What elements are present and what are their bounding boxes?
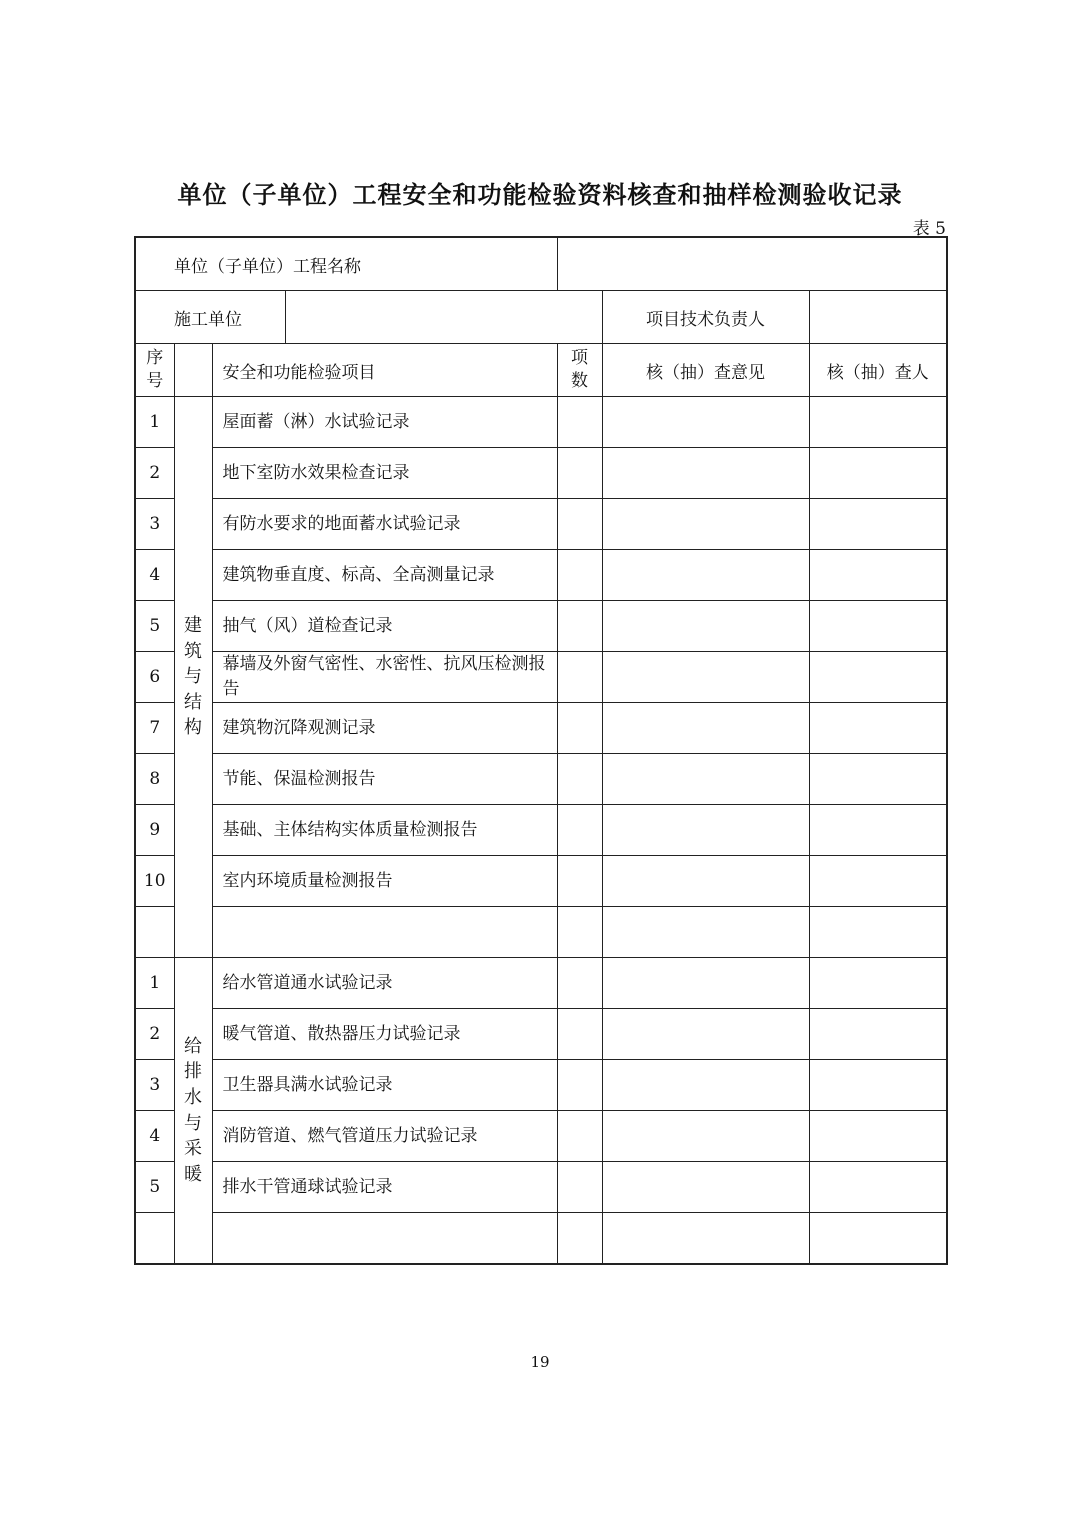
opinion-cell[interactable] [602,1111,809,1162]
opinion-cell[interactable] [602,1009,809,1060]
item-count-cell[interactable] [557,1111,602,1162]
opinion-cell[interactable] [602,499,809,550]
construction-unit-label [135,291,285,344]
inspector-cell[interactable] [809,499,947,550]
count-header [557,344,602,397]
table-row [135,397,947,448]
inspection-item: 建筑物垂直度、标高、全高测量记录 [212,550,557,601]
group-label-text: 建筑与结构 [183,615,202,739]
opinion-header-text: 核（抽）查意见 [646,362,765,383]
row-number: 1 [135,397,174,448]
item-header [212,344,557,397]
inspection-item: 幕墙及外窗气密性、水密性、抗风压检测报告 [212,652,557,703]
item-count-cell[interactable] [557,1162,602,1213]
table-row [135,550,947,601]
inspector-cell[interactable] [809,1213,947,1265]
item-count-cell[interactable] [557,1213,602,1265]
row-number: 5 [135,601,174,652]
inspection-record-table [134,236,948,1265]
construction-unit-label-text: 施工单位 [174,309,242,330]
item-count-cell[interactable] [557,703,602,754]
inspector-cell[interactable] [809,958,947,1009]
row-number: 8 [135,754,174,805]
item-count-cell[interactable] [557,958,602,1009]
opinion-cell[interactable] [602,652,809,703]
row-number: 5 [135,1162,174,1213]
document-title: 单位（子单位）工程安全和功能检验资料核查和抽样检测验收记录 [177,181,903,209]
opinion-cell[interactable] [602,397,809,448]
opinion-cell[interactable] [602,703,809,754]
person-header-text: 核（抽）查人 [826,362,929,383]
item-count-cell[interactable] [557,601,602,652]
inspector-cell[interactable] [809,1162,947,1213]
row-number: 2 [135,1009,174,1060]
seq-header-text: 序号 [146,348,164,391]
page-number: 19 [530,1353,550,1371]
inspector-cell[interactable] [809,550,947,601]
project-name-row [135,237,947,291]
row-number: 9 [135,805,174,856]
item-count-cell[interactable] [557,1009,602,1060]
opinion-cell[interactable] [602,856,809,907]
table-row [135,805,947,856]
inspector-cell[interactable] [809,601,947,652]
construction-unit-row [135,291,947,344]
inspector-cell[interactable] [809,1060,947,1111]
item-count-cell[interactable] [557,754,602,805]
table-row [135,1060,947,1111]
count-header-text: 项数 [571,348,588,391]
tech-lead-label-text: 项目技术负责人 [646,309,765,330]
table-row [135,1162,947,1213]
group-rows [135,397,947,1265]
item-count-cell[interactable] [557,448,602,499]
item-count-cell[interactable] [557,397,602,448]
opinion-cell[interactable] [602,958,809,1009]
inspector-cell[interactable] [809,856,947,907]
row-number [135,907,174,958]
opinion-cell[interactable] [602,1060,809,1111]
table-row [135,1213,947,1265]
opinion-cell[interactable] [602,1213,809,1265]
inspection-item: 地下室防水效果检查记录 [212,448,557,499]
row-number: 4 [135,550,174,601]
item-header-text: 安全和功能检验项目 [222,362,376,383]
inspection-item [212,907,557,958]
item-count-cell[interactable] [557,856,602,907]
tech-lead-value[interactable] [809,291,947,344]
row-number: 4 [135,1111,174,1162]
opinion-header [602,344,809,397]
inspection-item: 排水干管通球试验记录 [212,1162,557,1213]
table-row [135,1111,947,1162]
table-row [135,601,947,652]
inspection-item: 基础、主体结构实体质量检测报告 [212,805,557,856]
table-row [135,1009,947,1060]
inspection-item: 屋面蓄（淋）水试验记录 [212,397,557,448]
row-number: 10 [135,856,174,907]
table-row [135,448,947,499]
inspection-item: 卫生器具满水试验记录 [212,1060,557,1111]
item-count-cell[interactable] [557,907,602,958]
opinion-cell[interactable] [602,601,809,652]
inspector-cell[interactable] [809,652,947,703]
row-number [135,1213,174,1265]
person-header [809,344,947,397]
row-number: 7 [135,703,174,754]
inspection-item: 给水管道通水试验记录 [212,958,557,1009]
table-row [135,499,947,550]
table-row [135,652,947,703]
item-count-cell[interactable] [557,652,602,703]
inspector-cell[interactable] [809,448,947,499]
opinion-cell[interactable] [602,550,809,601]
inspector-cell[interactable] [809,397,947,448]
item-count-cell[interactable] [557,805,602,856]
group-label [174,397,212,958]
table-row [135,958,947,1009]
project-name-label [135,237,557,291]
inspection-item: 节能、保温检测报告 [212,754,557,805]
group-header [174,344,212,397]
row-number: 1 [135,958,174,1009]
table-row [135,907,947,958]
table-row [135,703,947,754]
inspection-item: 抽气（风）道检查记录 [212,601,557,652]
inspection-item: 室内环境质量检测报告 [212,856,557,907]
inspector-cell[interactable] [809,754,947,805]
group-label-text: 给排水与采暖 [183,1035,202,1185]
opinion-cell[interactable] [602,1162,809,1213]
inspector-cell[interactable] [809,1111,947,1162]
row-number: 3 [135,499,174,550]
item-count-cell[interactable] [557,1060,602,1111]
table-number: 表 5 [912,219,946,239]
table-row [135,856,947,907]
group-label [174,958,212,1265]
column-header-row [135,344,947,397]
inspection-item: 建筑物沉降观测记录 [212,703,557,754]
item-count-cell[interactable] [557,550,602,601]
opinion-cell[interactable] [602,754,809,805]
row-number: 6 [135,652,174,703]
inspector-cell[interactable] [809,805,947,856]
project-name-value[interactable] [557,237,947,291]
inspector-cell[interactable] [809,1009,947,1060]
inspector-cell[interactable] [809,907,947,958]
opinion-cell[interactable] [602,805,809,856]
row-number: 2 [135,448,174,499]
row-number: 3 [135,1060,174,1111]
construction-unit-value[interactable] [285,291,602,344]
tech-lead-label [602,291,809,344]
item-count-cell[interactable] [557,499,602,550]
inspection-item [212,1213,557,1265]
seq-header [135,344,174,397]
inspection-item: 消防管道、燃气管道压力试验记录 [212,1111,557,1162]
table-row [135,754,947,805]
inspector-cell[interactable] [809,703,947,754]
project-name-label-text: 单位（子单位）工程名称 [174,256,361,277]
opinion-cell[interactable] [602,907,809,958]
inspection-item: 暖气管道、散热器压力试验记录 [212,1009,557,1060]
inspection-item: 有防水要求的地面蓄水试验记录 [212,499,557,550]
opinion-cell[interactable] [602,448,809,499]
